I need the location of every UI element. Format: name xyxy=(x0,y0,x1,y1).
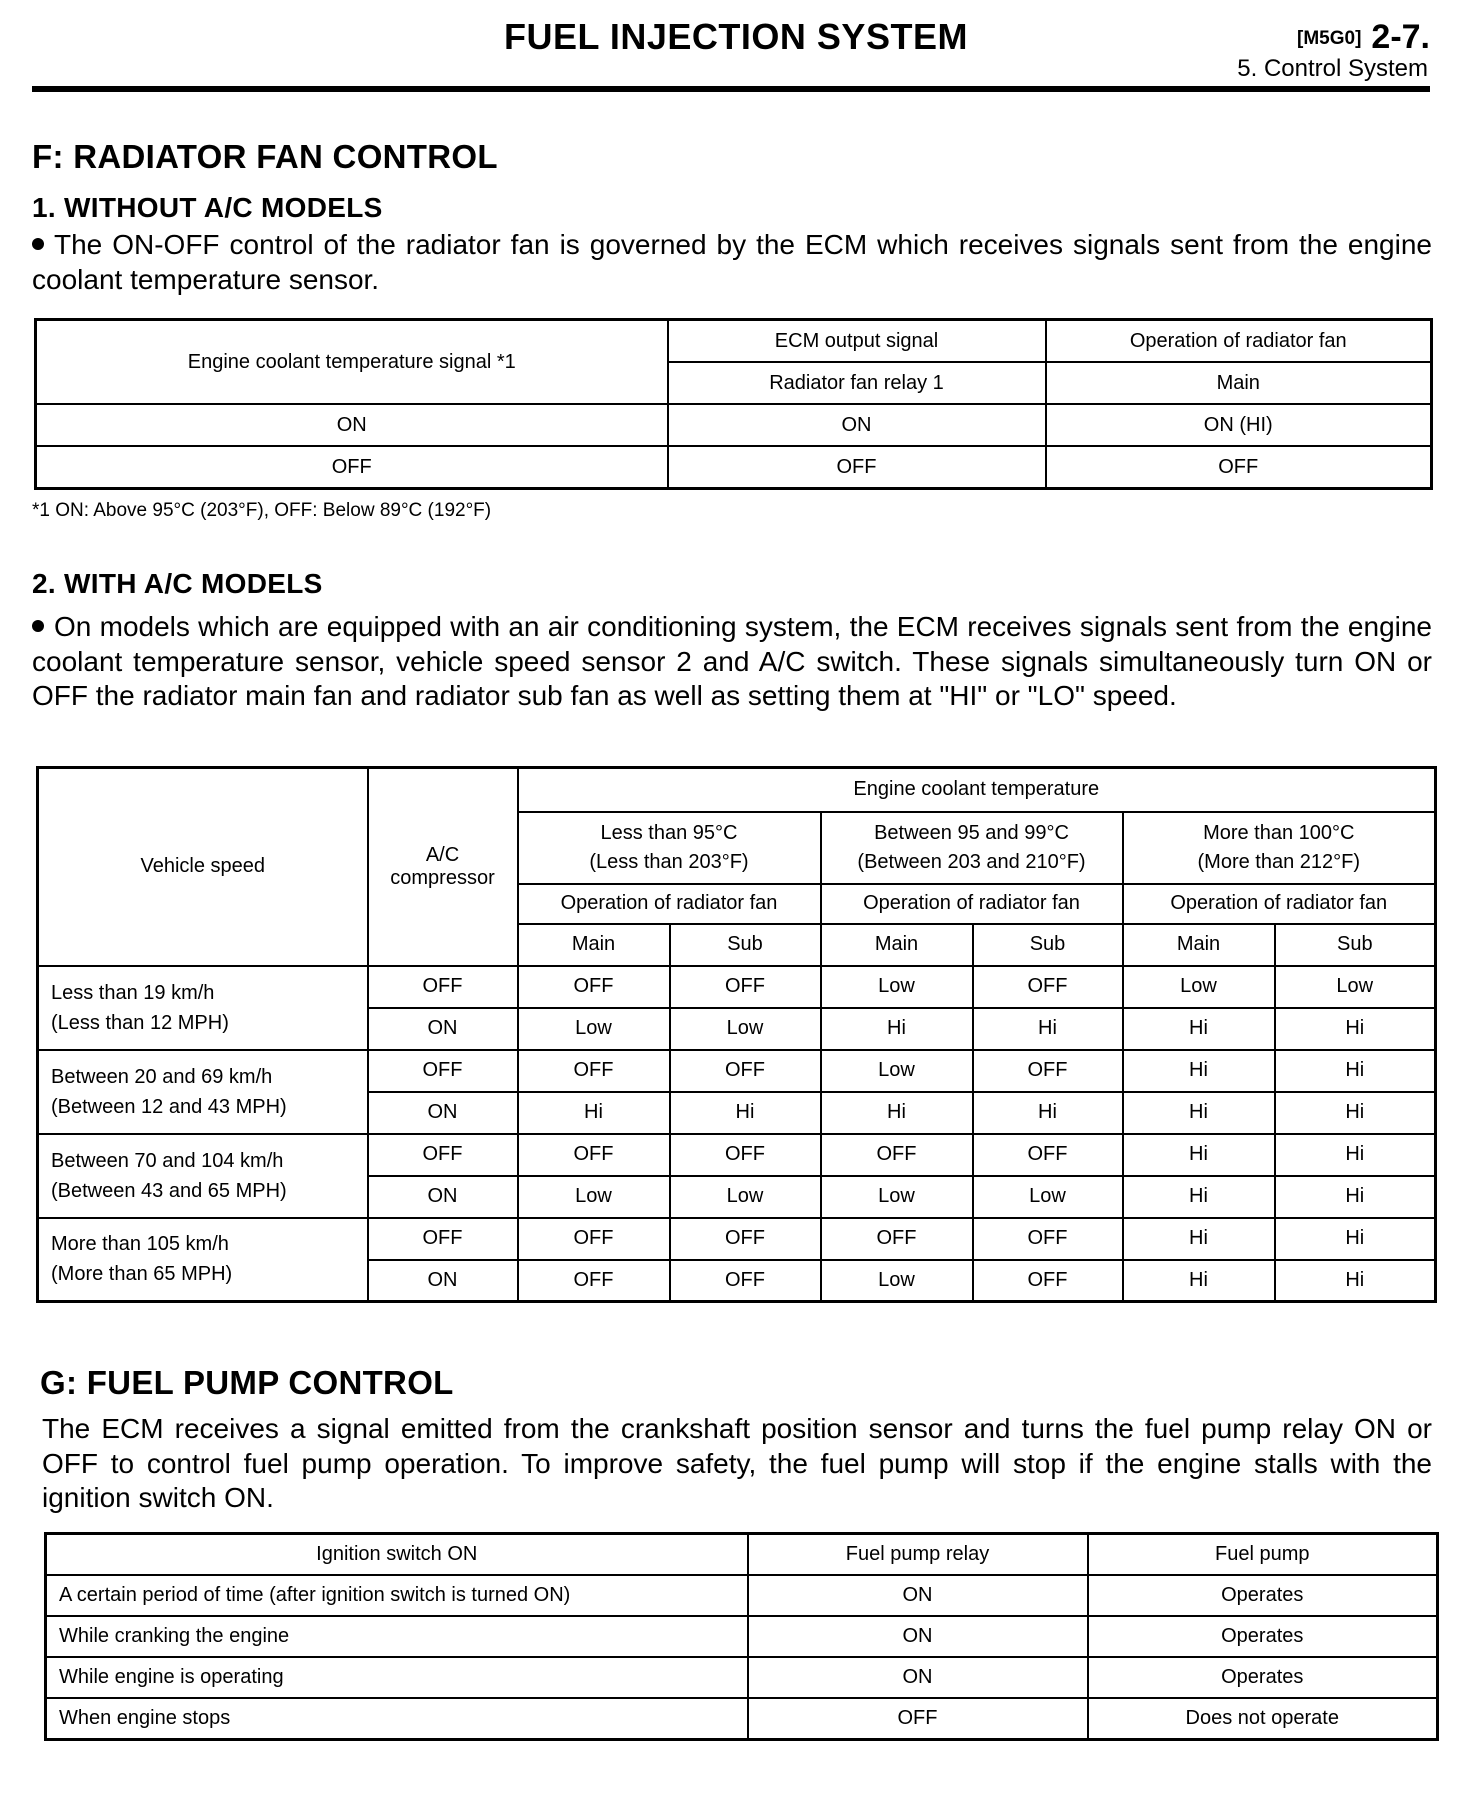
condition-cell: While cranking the engine xyxy=(46,1616,748,1657)
sub-fan-cell: OFF xyxy=(670,966,821,1008)
section-f2-heading: 2. WITH A/C MODELS xyxy=(32,568,323,599)
main-fan-cell: Hi xyxy=(1123,1050,1275,1092)
pump-cell: Operates xyxy=(1088,1575,1438,1616)
ac-compressor-cell: ON xyxy=(368,1176,518,1218)
relay-cell: ON xyxy=(748,1657,1088,1698)
main-label: Main xyxy=(821,924,973,966)
speed-line1: More than 105 km/h xyxy=(51,1233,229,1256)
col-header-ect-signal: Engine coolant temperature signal *1 xyxy=(36,320,668,405)
sub-fan-cell: OFF xyxy=(973,1050,1123,1092)
vehicle-speed-cell xyxy=(38,1218,368,1302)
header-rule xyxy=(32,86,1430,92)
table-row xyxy=(38,1050,1436,1092)
section-f2-text-body: On models which are equipped with an air conditioning system, the ECM receives signals sent from the engine coolant temperature sensor, vehicle speed sensor 2 and A/C switch. These signals simultaneously turn ON or OFF the radiator main fan and radiator sub fan as well as setting them at "HI" or "LO" speed. xyxy=(32,611,1432,711)
table-row xyxy=(38,966,1436,1008)
main-fan-cell: OFF xyxy=(821,1134,973,1176)
main-fan-cell: Low xyxy=(518,1008,670,1050)
speed-line1: Between 20 and 69 km/h xyxy=(51,1065,273,1088)
pump-cell: Operates xyxy=(1088,1616,1438,1657)
footnote: *1 ON: Above 95°C (203°F), OFF: Below 89°C (192°F) xyxy=(32,500,492,521)
section-code: [M5G0] xyxy=(1297,28,1362,49)
fan-control-table-no-ac xyxy=(34,318,1433,490)
bullet-icon xyxy=(32,620,44,632)
main-fan-cell: Low xyxy=(518,1176,670,1218)
sub-fan-cell: OFF xyxy=(973,1134,1123,1176)
relay-cell: ON xyxy=(748,1575,1088,1616)
fuel-pump-table-body xyxy=(46,1575,1438,1740)
page-num: 2-7. xyxy=(1371,18,1430,56)
cell-main: OFF xyxy=(1046,446,1432,489)
range-line2: (Between 203 and 210°F) xyxy=(857,850,1086,873)
section-g-heading: G: FUEL PUMP CONTROL xyxy=(40,1364,454,1401)
speed-line1: Less than 19 km/h xyxy=(51,981,215,1004)
main-label: Main xyxy=(1123,924,1275,966)
sub-label: Sub xyxy=(1275,924,1436,966)
main-fan-cell: Low xyxy=(821,1260,973,1302)
sub-fan-cell: Hi xyxy=(1275,1218,1436,1260)
sub-fan-cell: Hi xyxy=(1275,1008,1436,1050)
sub-label: Sub xyxy=(670,924,821,966)
sub-fan-cell: Hi xyxy=(1275,1260,1436,1302)
main-fan-cell: Hi xyxy=(1123,1092,1275,1134)
pump-cell: Does not operate xyxy=(1088,1698,1438,1740)
main-fan-cell: Low xyxy=(821,1176,973,1218)
col-subheader-main: Main xyxy=(1046,362,1432,404)
speed-line2: (More than 65 MPH) xyxy=(51,1263,233,1286)
main-fan-cell: Hi xyxy=(821,1008,973,1050)
operation-label: Operation of radiator fan xyxy=(1123,884,1436,924)
range-line1: Less than 95°C xyxy=(600,821,738,844)
sub-fan-cell: OFF xyxy=(670,1134,821,1176)
col-header-pump: Fuel pump xyxy=(1088,1534,1438,1576)
table-row xyxy=(46,1575,1438,1616)
speed-line1: Between 70 and 104 km/h xyxy=(51,1149,284,1172)
col-header-ignition: Ignition switch ON xyxy=(46,1534,748,1576)
sub-fan-cell: OFF xyxy=(973,1218,1123,1260)
section-g-text: The ECM receives a signal emitted from the crankshaft position sensor and turns the fuel pump relay ON or OFF to control fuel pump operation. To improve safety, the fuel pump will stop if the engine stalls with the ignition switch ON. xyxy=(42,1413,1432,1513)
sub-fan-cell: Low xyxy=(1275,966,1436,1008)
relay-cell: OFF xyxy=(748,1698,1088,1740)
ac-compressor-cell: OFF xyxy=(368,1218,518,1260)
table-row xyxy=(46,1698,1438,1740)
range-line1: Between 95 and 99°C xyxy=(874,821,1069,844)
range-header-high xyxy=(1123,812,1436,884)
range-header-mid xyxy=(821,812,1123,884)
sub-fan-cell: Hi xyxy=(1275,1050,1436,1092)
ac-compressor-cell: ON xyxy=(368,1008,518,1050)
sub-fan-cell: Hi xyxy=(1275,1134,1436,1176)
vehicle-speed-cell xyxy=(38,1050,368,1134)
main-fan-cell: Hi xyxy=(1123,1218,1275,1260)
col-header-fan-operation: Operation of radiator fan xyxy=(1046,320,1432,363)
page-title xyxy=(0,16,1472,58)
sub-fan-cell: Hi xyxy=(973,1008,1123,1050)
main-fan-cell: OFF xyxy=(518,1134,670,1176)
col-header-ac-compressor: A/C compressor xyxy=(368,768,518,966)
sub-fan-cell: Low xyxy=(670,1008,821,1050)
page-title-text: FUEL INJECTION SYSTEM xyxy=(504,16,968,57)
range-line2: (More than 212°F) xyxy=(1197,850,1361,873)
sub-fan-cell: OFF xyxy=(973,1260,1123,1302)
main-fan-cell: Hi xyxy=(1123,1176,1275,1218)
table-row xyxy=(46,1616,1438,1657)
main-fan-cell: Low xyxy=(821,966,973,1008)
operation-label: Operation of radiator fan xyxy=(821,884,1123,924)
speed-line2: (Between 12 and 43 MPH) xyxy=(51,1095,287,1118)
main-fan-cell: OFF xyxy=(518,1218,670,1260)
cell-relay: OFF xyxy=(668,446,1046,489)
cell-signal: OFF xyxy=(36,446,668,489)
main-fan-cell: Hi xyxy=(518,1092,670,1134)
main-fan-cell: Low xyxy=(1123,966,1275,1008)
section-f1-text-body: The ON-OFF control of the radiator fan is governed by the ECM which receives signals sent from the engine coolant temperature sensor. xyxy=(32,229,1432,295)
table-row xyxy=(36,446,1432,489)
sub-fan-cell: OFF xyxy=(670,1218,821,1260)
main-fan-cell: Hi xyxy=(1123,1260,1275,1302)
main-label: Main xyxy=(518,924,670,966)
ac-compressor-cell: ON xyxy=(368,1260,518,1302)
main-fan-cell: Hi xyxy=(821,1092,973,1134)
main-fan-cell: OFF xyxy=(518,1260,670,1302)
sub-label: Sub xyxy=(973,924,1123,966)
sub-fan-cell: OFF xyxy=(973,966,1123,1008)
table-row xyxy=(38,1134,1436,1176)
ac-table-body xyxy=(38,966,1436,1302)
speed-line2: (Less than 12 MPH) xyxy=(51,1011,229,1034)
main-fan-cell: OFF xyxy=(518,1050,670,1092)
cell-relay: ON xyxy=(668,404,1046,446)
ac-compressor-cell: OFF xyxy=(368,1134,518,1176)
sub-fan-cell: Low xyxy=(670,1176,821,1218)
ac-compressor-cell: OFF xyxy=(368,966,518,1008)
col-header-relay: Fuel pump relay xyxy=(748,1534,1088,1576)
page-subtitle: 5. Control System xyxy=(1237,55,1428,82)
bullet-icon xyxy=(32,238,44,250)
range-line1: More than 100°C xyxy=(1203,821,1355,844)
fan-control-table-with-ac xyxy=(36,766,1437,1303)
sub-fan-cell: Hi xyxy=(1275,1176,1436,1218)
main-fan-cell: OFF xyxy=(821,1218,973,1260)
sub-fan-cell: OFF xyxy=(670,1260,821,1302)
vehicle-speed-cell xyxy=(38,966,368,1050)
fuel-pump-table xyxy=(44,1532,1439,1741)
table-row xyxy=(46,1657,1438,1698)
range-header-low xyxy=(518,812,821,884)
section-f2-text xyxy=(32,610,1432,714)
condition-cell: When engine stops xyxy=(46,1698,748,1740)
page-number xyxy=(1297,18,1430,57)
col-header-ect: Engine coolant temperature xyxy=(518,768,1436,812)
operation-label: Operation of radiator fan xyxy=(518,884,821,924)
table-row xyxy=(36,404,1432,446)
main-fan-cell: Hi xyxy=(1123,1008,1275,1050)
relay-cell: ON xyxy=(748,1616,1088,1657)
cell-main: ON (HI) xyxy=(1046,404,1432,446)
pump-cell: Operates xyxy=(1088,1657,1438,1698)
ac-compressor-cell: ON xyxy=(368,1092,518,1134)
main-fan-cell: OFF xyxy=(518,966,670,1008)
sub-fan-cell: Hi xyxy=(973,1092,1123,1134)
main-fan-cell: Hi xyxy=(1123,1134,1275,1176)
sub-fan-cell: Hi xyxy=(670,1092,821,1134)
speed-line2: (Between 43 and 65 MPH) xyxy=(51,1179,287,1202)
cell-signal: ON xyxy=(36,404,668,446)
section-f1-text xyxy=(32,228,1432,297)
section-f1-heading: 1. WITHOUT A/C MODELS xyxy=(32,192,383,223)
condition-cell: A certain period of time (after ignition switch is turned ON) xyxy=(46,1575,748,1616)
col-header-vehicle-speed: Vehicle speed xyxy=(38,768,368,966)
col-header-ecm-output: ECM output signal xyxy=(668,320,1046,363)
range-line2: (Less than 203°F) xyxy=(589,850,749,873)
sub-fan-cell: OFF xyxy=(670,1050,821,1092)
section-f-heading: F: RADIATOR FAN CONTROL xyxy=(32,138,498,175)
vehicle-speed-cell xyxy=(38,1134,368,1218)
ac-compressor-cell: OFF xyxy=(368,1050,518,1092)
sub-fan-cell: Hi xyxy=(1275,1092,1436,1134)
main-fan-cell: Low xyxy=(821,1050,973,1092)
table-row xyxy=(38,1218,1436,1260)
condition-cell: While engine is operating xyxy=(46,1657,748,1698)
sub-fan-cell: Low xyxy=(973,1176,1123,1218)
col-subheader-relay: Radiator fan relay 1 xyxy=(668,362,1046,404)
